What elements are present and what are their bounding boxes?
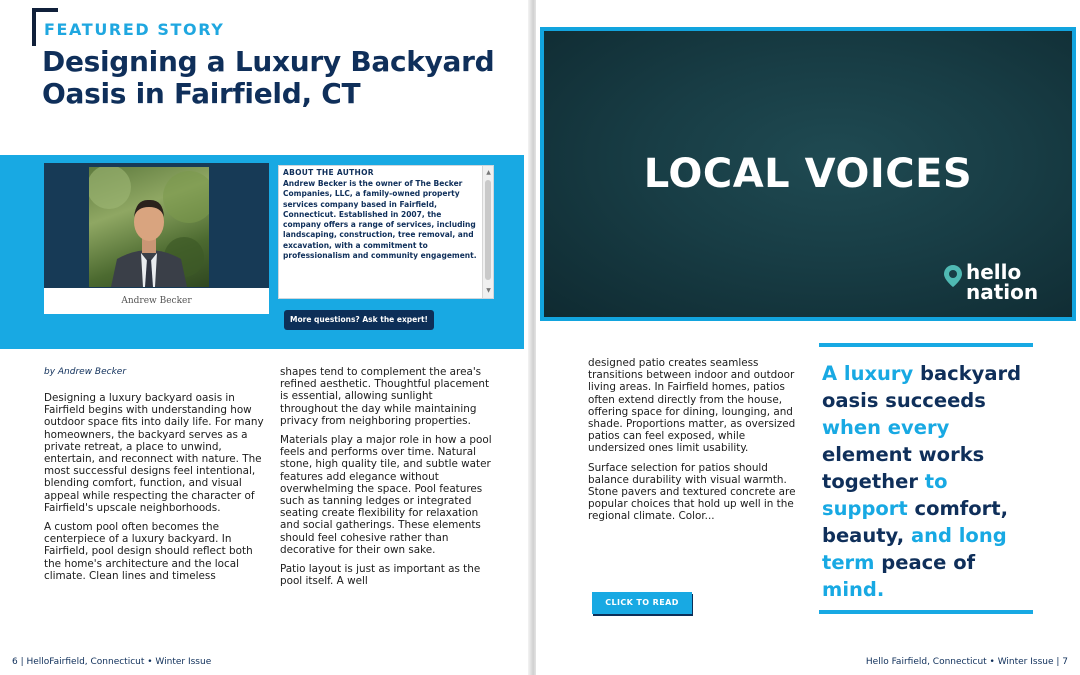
logo-word-nation: nation xyxy=(966,280,1039,304)
pull-quote xyxy=(822,360,1034,603)
pull-quote-segment: and long term xyxy=(822,524,1007,574)
author-photo xyxy=(89,167,209,287)
article-headline: Designing a Luxury Backyard Oasis in Fairfield, CT xyxy=(42,45,495,110)
pull-quote-segment: element works together xyxy=(822,443,985,493)
pull-quote-segment: to support xyxy=(822,470,948,520)
logo-word-hello: hello xyxy=(966,260,1022,284)
author-bio-box[interactable] xyxy=(278,165,494,299)
pull-quote-segment: comfort, beauty, xyxy=(822,497,1009,547)
scroll-thumb[interactable] xyxy=(485,180,491,280)
right-page xyxy=(536,0,1080,675)
scroll-down-icon[interactable]: ▼ xyxy=(486,287,491,294)
photo-caption: Andrew Becker xyxy=(44,288,269,314)
bio-text: Andrew Becker is the owner of The Becker Companies, LLC, a family-owned property services company based in Fairfield, Connecticut. Established in 2007, the company offers a range of services, including landscaping, construction, tree removal, and excavation, with a commitment to professionalism and community engagement. xyxy=(283,179,477,261)
quote-rule-bottom xyxy=(819,610,1033,614)
left-page xyxy=(0,0,532,675)
ask-expert-button[interactable]: More questions? Ask the expert! xyxy=(284,310,434,330)
section-kicker: FEATURED STORY xyxy=(44,20,225,39)
pull-quote-segment: A luxury xyxy=(822,362,921,385)
paragraph: designed patio creates seamless transitions between indoor and outdoor living areas. In Fairfield homes, patios often extend directly from the house, offering space for dining, lounging, and shade. Proportions matter, as oversized patios can feel exposed, while undersized ones limit usability. xyxy=(588,357,796,455)
paragraph: Designing a luxury backyard oasis in Fairfield begins with understanding how outdoor space fits into daily life. For many homeowners, the backyard serves as a private retreat, a place to unwind, entertain, and reconnect with nature. The most successful designs feel intentional, blending comfort, function, and visual appeal while respecting the character of Fairfield's upscale neighborhoods. xyxy=(44,392,264,514)
click-to-read-button[interactable]: CLICK TO READ xyxy=(592,592,692,614)
pull-quote-segment: mind. xyxy=(822,578,885,601)
author-photo-frame xyxy=(44,163,269,288)
pull-quote-segment: peace of xyxy=(881,551,976,574)
corner-bracket xyxy=(32,8,36,46)
byline: by Andrew Becker xyxy=(44,367,127,377)
bio-heading: ABOUT THE AUTHOR xyxy=(283,168,374,177)
scroll-up-icon[interactable]: ▲ xyxy=(486,169,491,176)
pull-quote-segment: backyard oasis succeeds xyxy=(822,362,1022,412)
video-player[interactable] xyxy=(544,31,1072,317)
hello-nation-logo xyxy=(940,261,1060,311)
pull-quote-segment: when every xyxy=(822,416,950,439)
corner-bracket-top xyxy=(32,8,58,12)
page-footer-right: Hello Fairfield, Connecticut • Winter Issue | 7 xyxy=(865,657,1068,667)
map-pin-icon xyxy=(944,265,962,287)
paragraph: A custom pool often becomes the centerpiece of a luxury backyard. In Fairfield, pool design should reflect both the home's architecture and the local climate. Clean lines and timeless xyxy=(44,521,253,582)
paragraph: Surface selection for patios should balance durability with visual warmth. Stone pavers and textured concrete are popular choices that hold up well in the regional climate. Color... xyxy=(588,461,796,523)
bio-scrollbar[interactable] xyxy=(482,166,493,298)
article-column-3 xyxy=(588,357,798,530)
author-band xyxy=(0,155,524,349)
video-title: LOCAL VOICES xyxy=(643,151,973,197)
paragraph: Materials play a major role in how a pool feels and performs over time. Natural stone, high quality tile, and subtle water features add elegance without overwhelming the space. Pool features such as tanning ledges or integrated seating create flexibility for relaxation and social gatherings. These elements should feel cohesive rather than decorative for their own sake. xyxy=(280,434,492,556)
video-card[interactable] xyxy=(540,27,1076,321)
article-column-1 xyxy=(44,392,266,589)
quote-rule-top xyxy=(819,343,1033,347)
article-column-2 xyxy=(280,366,492,594)
page-footer-left: 6 | HelloFairfield, Connecticut • Winter Issue xyxy=(12,657,212,667)
paragraph: Patio layout is just as important as the pool itself. A well xyxy=(280,563,481,588)
paragraph: shapes tend to complement the area's refined aesthetic. Thoughtful placement is essential, allowing sunlight throughout the day while maintaining privacy from neighboring properties. xyxy=(280,366,490,427)
